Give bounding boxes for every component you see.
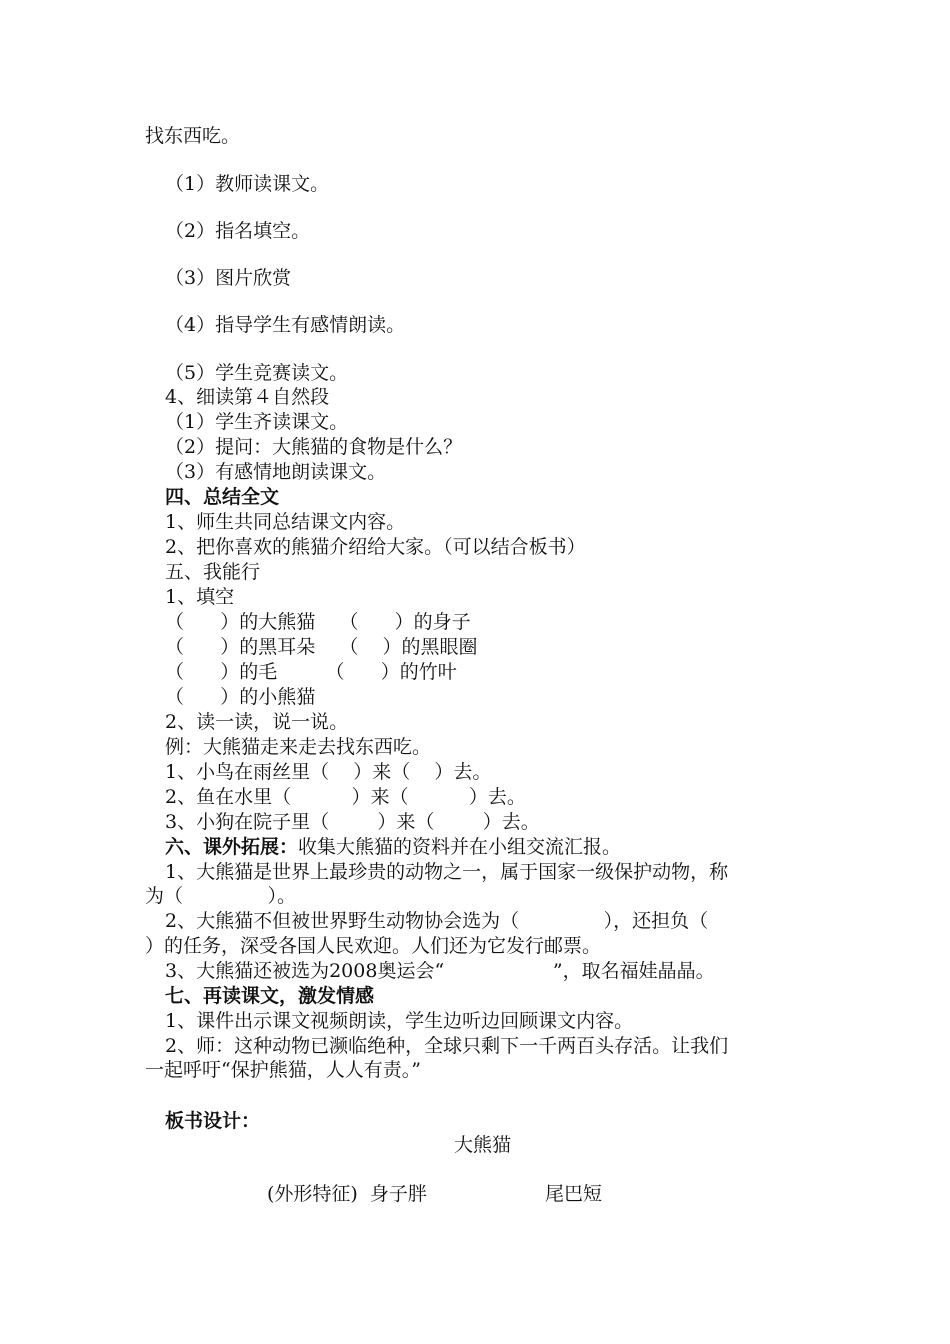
board-design-heading: 板书设计：	[165, 1110, 261, 1132]
text-line: （5）学生竞赛读文。	[165, 362, 349, 384]
section-heading: 五、我能行	[165, 561, 261, 583]
section-heading: 六、课外拓展：	[165, 836, 299, 858]
text-line: 例：大熊猫走来走去找东西吃。	[165, 736, 432, 758]
section-heading: 四、总结全文	[165, 486, 280, 508]
text-line: 2、大熊猫不但被世界野生动物协会选为（ ），还担负（	[165, 910, 709, 932]
text-line: （2）提问：大熊猫的食物是什么？	[165, 436, 463, 458]
text-line: （ ）的小熊猫	[165, 686, 316, 708]
text-line: 4、细读第４自然段	[165, 386, 330, 408]
text-line: （4）指导学生有感情朗读。	[165, 314, 406, 336]
text-line: （ ）的黑耳朵 （ ）的黑眼圈	[165, 636, 478, 658]
text-line: （ ）的大熊猫 （ ）的身子	[165, 611, 471, 633]
board-item: (外形特征) 身子胖	[267, 1183, 427, 1205]
text-line: 2、读一读，说一说。	[165, 711, 349, 733]
text-line: 一起呼吁“保护熊猫，人人有责。”	[145, 1059, 421, 1081]
text-line: 找东西吃。	[145, 125, 241, 147]
section-heading-rest: 收集大熊猫的资料并在小组交流汇报。	[298, 836, 622, 858]
text-line: 1、大熊猫是世界上最珍贵的动物之一，属于国家一级保护动物，称	[165, 861, 729, 883]
text-line	[165, 835, 621, 859]
text-line: 3、小狗在院子里（ ）来（ ）去。	[165, 811, 540, 833]
text-line: 2、把你喜欢的熊猫介绍给大家。（可以结合板书）	[165, 536, 586, 558]
text-line: 1、师生共同总结课文内容。	[165, 511, 406, 533]
board-title: 大熊猫	[454, 1134, 512, 1156]
section-heading: 七、再读课文，激发情感	[165, 985, 375, 1007]
text-line: 1、填空	[165, 586, 235, 608]
text-line: （1）学生齐读课文。	[165, 411, 349, 433]
text-line: （3）有感情地朗读课文。	[165, 461, 387, 483]
text-line: （ ）的毛 （ ）的竹叶	[165, 661, 457, 683]
text-line: ）的任务，深受各国人民欢迎。人们还为它发行邮票。	[145, 935, 602, 957]
text-line: 1、小鸟在雨丝里（ ）来（ ）去。	[165, 761, 492, 783]
text-line: 1、课件出示课文视频朗读，学生边听边回顾课文内容。	[165, 1010, 634, 1032]
text-line: 2、师：这种动物已濒临绝种，全球只剩下一千两百头存活。让我们	[165, 1035, 729, 1057]
board-item: 尾巴短	[545, 1183, 603, 1205]
text-line: （3）图片欣赏	[165, 267, 292, 289]
text-line: 2、鱼在水里（ ）来（ ）去。	[165, 786, 526, 808]
text-line: 为（ ）。	[145, 885, 297, 907]
text-line: （1）教师读课文。	[165, 173, 330, 195]
text-line: （2）指名填空。	[165, 220, 311, 242]
text-line: 3、大熊猫还被选为2008奥运会“ ”，取名福娃晶晶。	[165, 960, 715, 982]
